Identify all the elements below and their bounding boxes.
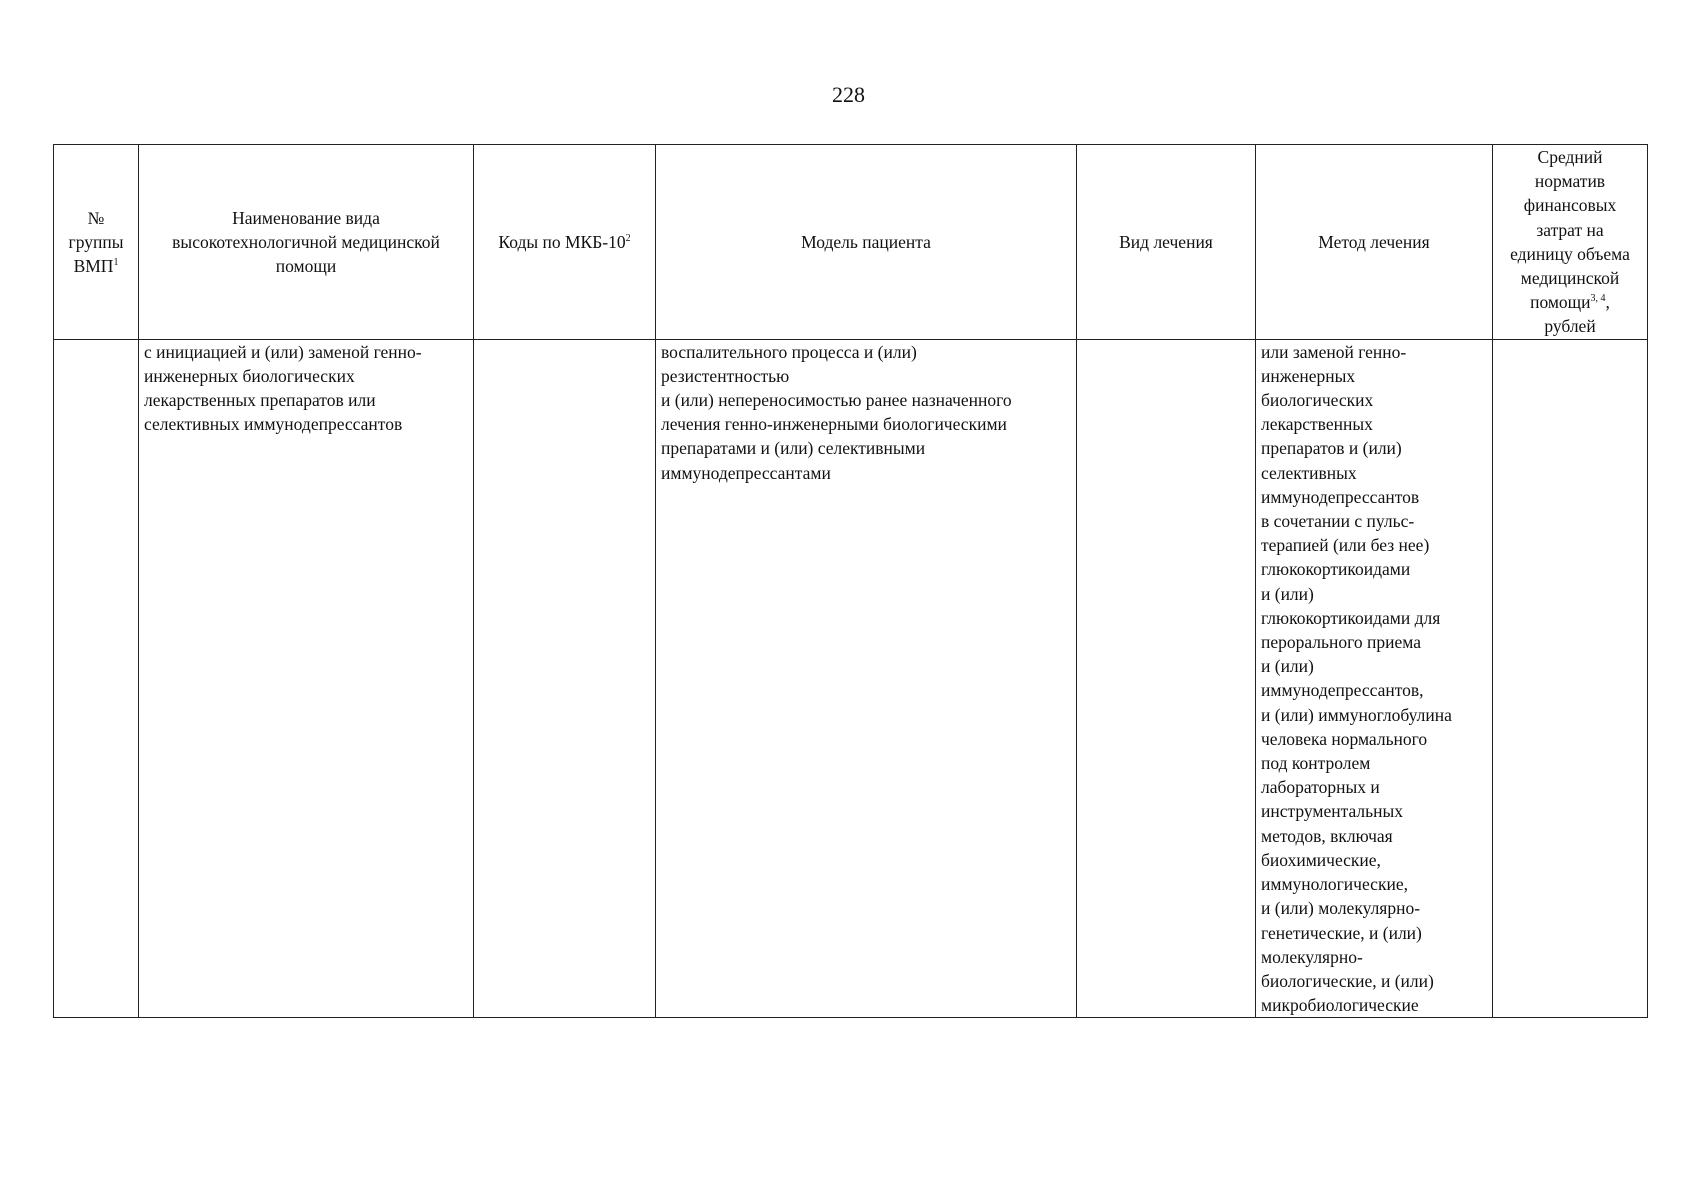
cell-treatment-method xyxy=(1256,339,1493,1018)
header-line: ВМП xyxy=(73,255,114,276)
cell-care-type-name xyxy=(139,339,474,1018)
header-line: группы xyxy=(68,231,124,252)
cell-line: резистентностью xyxy=(661,365,790,386)
cell-line: терапией (или без нее) xyxy=(1261,535,1430,556)
table-header-row xyxy=(54,145,1648,340)
cell-line: инженерных xyxy=(1261,365,1356,386)
cell-line: препаратов и (или) xyxy=(1261,438,1402,459)
header-line: высокотехнологичной медицинской xyxy=(172,231,440,252)
cell-line: биологических xyxy=(1261,390,1374,411)
cell-line: в сочетании с пульс- xyxy=(1261,511,1415,532)
vmp-table xyxy=(53,144,1648,1018)
cell-line: селективных xyxy=(1261,462,1357,483)
header-line: Вид лечения xyxy=(1119,231,1213,252)
cell-line: и (или) непереносимостью ранее назначенного xyxy=(661,390,1012,411)
header-line: затрат на xyxy=(1536,219,1604,240)
cell-line: с инициацией и (или) заменой генно- xyxy=(144,341,422,362)
header-line: медицинской xyxy=(1520,268,1620,289)
header-icd-codes xyxy=(474,145,656,340)
cell-line: иммунодепрессантами xyxy=(661,462,831,483)
footnote-ref: 1 xyxy=(113,257,119,269)
header-line: Коды по МКБ-10 xyxy=(498,231,626,252)
page-number: 228 xyxy=(832,82,865,107)
cell-line: биологические, и (или) xyxy=(1261,970,1434,991)
table-row xyxy=(54,339,1648,1018)
header-line: рублей xyxy=(1544,316,1596,337)
cell-line: молекулярно- xyxy=(1261,946,1363,967)
cell-line: генетические, и (или) xyxy=(1261,922,1422,943)
cell-line: лекарственных xyxy=(1261,414,1373,435)
cell-line: селективных иммунодепрессантов xyxy=(144,414,403,435)
cell-icd-codes xyxy=(474,339,656,1018)
cell-line: и (или) xyxy=(1261,583,1314,604)
cell-cost-standard xyxy=(1493,339,1648,1018)
cell-line: лечения генно-инженерными биологическими xyxy=(661,414,1007,435)
header-line: Модель пациента xyxy=(801,231,931,252)
cell-group-number xyxy=(54,339,139,1018)
cell-line: и (или) xyxy=(1261,656,1314,677)
cell-line: биохимические, xyxy=(1261,849,1381,870)
header-line: единицу объема xyxy=(1510,243,1630,264)
cell-line: перорального приема xyxy=(1261,632,1421,653)
cell-line: лабораторных и xyxy=(1261,777,1380,798)
cell-line: инструментальных xyxy=(1261,801,1403,822)
cell-line: препаратами и (или) селективными xyxy=(661,438,926,459)
cell-line: иммунодепрессантов, xyxy=(1261,680,1424,701)
header-line: помощи xyxy=(1530,292,1591,313)
cell-line: или заменой генно- xyxy=(1261,341,1407,362)
cell-line: микробиологические xyxy=(1261,995,1419,1016)
cell-line: инженерных биологических xyxy=(144,365,355,386)
cell-line: лекарственных препаратов или xyxy=(144,390,376,411)
cell-line: под контролем xyxy=(1261,753,1371,774)
footnote-ref: 2 xyxy=(625,232,631,244)
header-care-type-name xyxy=(139,145,474,340)
header-patient-model xyxy=(656,145,1077,340)
header-line: норматив xyxy=(1534,171,1606,192)
cell-line: глюкокортикоидами для xyxy=(1261,607,1441,628)
header-line: Наименование вида xyxy=(232,207,380,228)
header-line: , xyxy=(1605,292,1610,313)
header-line: помощи xyxy=(275,255,337,276)
cell-line: человека нормального xyxy=(1261,728,1428,749)
cell-treatment-type xyxy=(1077,339,1256,1018)
header-treatment-type xyxy=(1077,145,1256,340)
header-line: финансовых xyxy=(1523,195,1617,216)
cell-line: иммунодепрессантов xyxy=(1261,486,1420,507)
header-line: Метод лечения xyxy=(1318,231,1430,252)
footnote-ref: 3, 4 xyxy=(1590,293,1606,305)
header-line: Средний xyxy=(1537,147,1603,167)
cell-line: и (или) молекулярно- xyxy=(1261,898,1421,919)
header-cost-standard xyxy=(1493,145,1648,340)
cell-line: методов, включая xyxy=(1261,825,1393,846)
header-group-number xyxy=(54,145,139,340)
cell-line: и (или) иммуноглобулина xyxy=(1261,704,1452,725)
header-treatment-method xyxy=(1256,145,1493,340)
cell-patient-model xyxy=(656,339,1077,1018)
cell-line: иммунологические, xyxy=(1261,874,1408,895)
header-line: № xyxy=(87,207,105,228)
cell-line: глюкокортикоидами xyxy=(1261,559,1411,580)
cell-line: воспалительного процесса и (или) xyxy=(661,341,917,362)
